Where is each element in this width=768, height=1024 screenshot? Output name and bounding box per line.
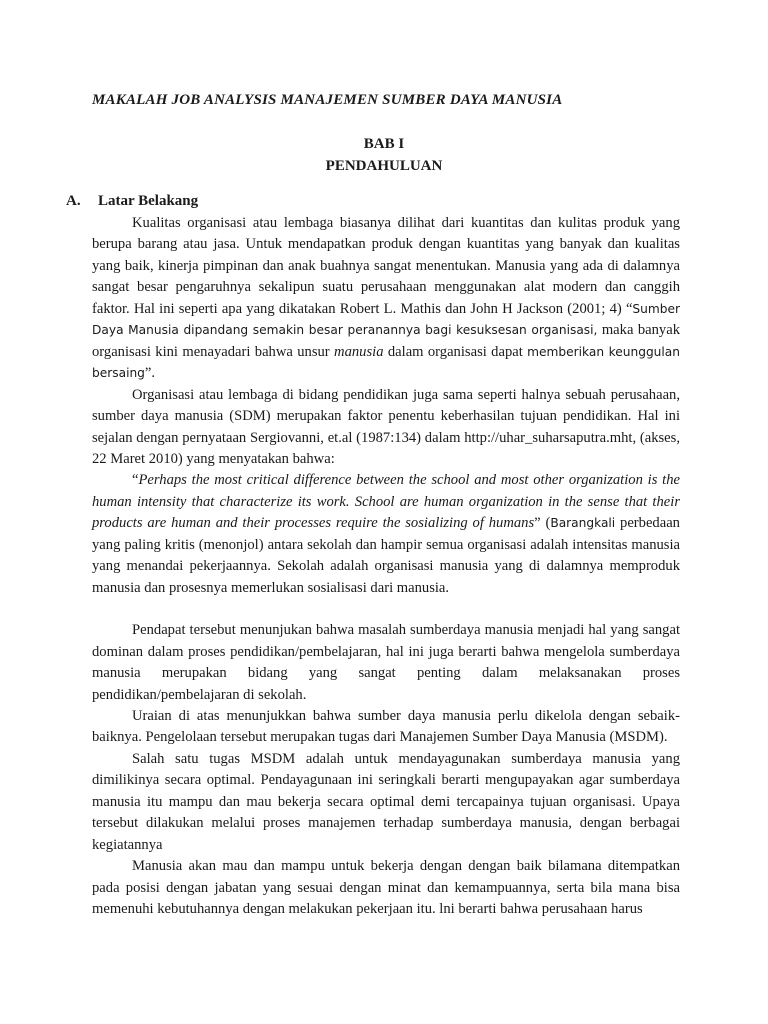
document-title: MAKALAH JOB ANALYSIS MANAJEMEN SUMBER DAYA MANUSIA	[92, 92, 563, 108]
quote-sans-end: memberikan keunggulan bersaing	[92, 344, 680, 381]
body-text	[92, 213, 680, 921]
translation-text: perbedaan yang paling kritis (menonjol) antara sekolah dan hampir semua organisasi adalah intensitas manusia yang menandai pekerjaannya. Sekolah adalah organisasi manusia yang di dalamnya memproduk manusia dan prosesnya memerlukan sosialisasi dari manusia.	[92, 515, 680, 596]
paragraph-1-cont: maka banyak organisasi kini menayadari bahwa unsur	[92, 322, 680, 360]
italic-word: manusia	[334, 343, 384, 360]
section-number: A.	[66, 193, 81, 209]
quote-sans-text: Sumber Daya Manusia dipandang semakin besar peranannya bagi kesuksesan organisasi,	[92, 301, 680, 338]
paragraph-6: Salah satu tugas MSDM adalah untuk mendayagunakan sumberdaya manusia yang dimilikinya secara optimal. Pendayagunaan ini seringkali berarti mengupayakan agar sumberdaya manusia itu mampu dan mau bekerja secara optimal demi tercapainya tujuan organisasi. Upaya tersebut dilakukan melalui proses manajemen terhadap sumberdaya manusia, dengan berbagai kegiatannya	[92, 750, 680, 853]
translation-start: Barangkali	[550, 516, 616, 531]
paragraph-3	[92, 470, 680, 599]
english-quote: Perhaps the most critical difference between the school and most other organization is the human intensity that characterize its work. School are human organization in the sense that their products are human and their processes require the sosializing of humans	[92, 472, 680, 532]
section-title: Latar Belakang	[98, 193, 199, 209]
chapter-title: PENDAHULUAN	[325, 158, 443, 174]
quote-close: ” (	[534, 515, 551, 532]
paragraph-1-text: Kualitas organisasi atau lembaga biasanya dilihat dari kuantitas dan kulitas produk yang berupa barang atau jasa. Untuk mendapatkan produk dengan kuantitas yang banyak dan kualitas yang baik, kinerja pimpinan dan anak buahnya sangat menentukan. Manusia yang ada di dalamnya sangat besar pengaruhnya sekalipun suatu perusahaan menggunakan alat modern dan canggih faktor. Hal ini seperti apa yang dikatakan Robert L. Mathis dan John H Jackson (2001; 4) “	[92, 215, 680, 317]
paragraph-2: Organisasi atau lembaga di bidang pendidikan juga sama seperti halnya sebuah perusahaan, sumber daya manusia (SDM) merupakan faktor penentu keberhasilan tujuan pendidikan. Hal ini sejalan dengan pernyataan Sergiovanni, et.al (1987:134) dalam http://uhar_suharsaputra.mht, (akses, 22 Maret 2010) yang menyatakan bahwa:	[92, 386, 680, 467]
chapter-number: BAB I	[363, 136, 405, 152]
paragraph-5: Uraian di atas menunjukkan bahwa sumber daya manusia perlu dikelola dengan sebaik-baiknya. Pengelolaan tersebut merupakan tugas dari Manajemen Sumber Daya Manusia (MSDM).	[92, 707, 680, 746]
paragraph-1-cont2: dalam organisasi dapat	[383, 343, 528, 360]
quote-open: “	[132, 472, 139, 489]
paragraph-1	[92, 213, 680, 385]
paragraph-1-end: ”.	[144, 365, 156, 382]
paragraph-7: Manusia akan mau dan mampu untuk bekerja dengan dengan baik bilamana ditempatkan pada posisi dengan jabatan yang sesuai dengan minat dan kemampuannya, serta bila mana bisa memenuhi kebutuhannya dengan melakukan pekerjaan itu. lni berarti bahwa perusahaan harus	[92, 858, 680, 918]
section-heading	[66, 193, 198, 210]
paragraph-4: Pendapat tersebut menunjukan bahwa masalah sumberdaya manusia menjadi hal yang sangat dominan dalam proses pendidikan/pembelajaran, hal ini juga berarti bahwa mengelola sumberdaya manusia merupakan bidang yang sangat penting dalam melaksanakan proses pendidikan/pembelajaran di sekolah.	[92, 622, 680, 703]
